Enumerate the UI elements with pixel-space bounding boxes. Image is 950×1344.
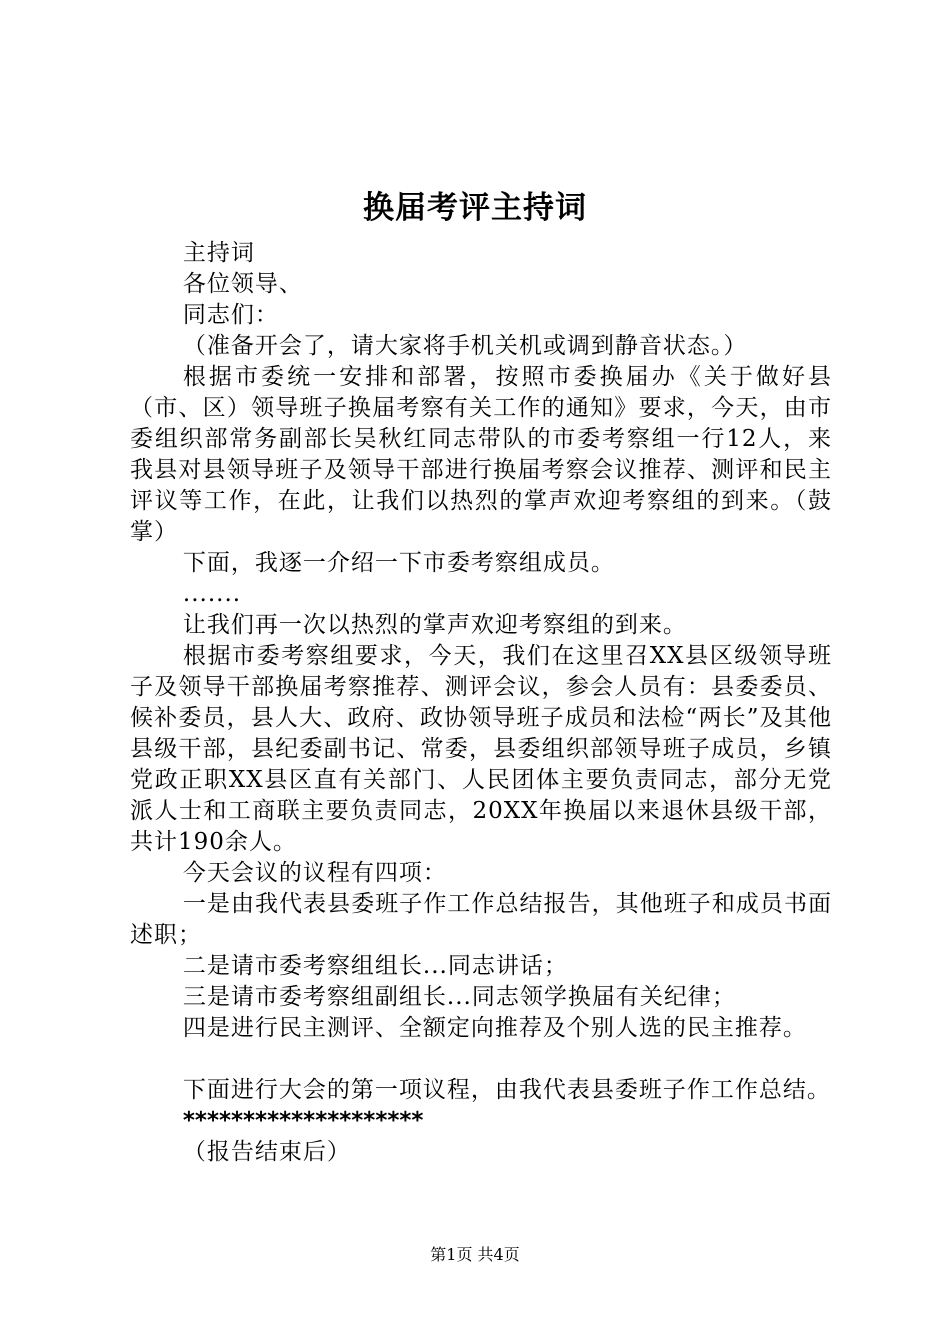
paragraph-agenda-item-1: 一是由我代表县委班子作工作总结报告，其他班子和成员书面述职； — [130, 891, 832, 948]
document-body — [130, 238, 832, 1168]
paragraph-first-agenda: 下面进行大会的第一项议程，由我代表县委班子作工作总结。 — [182, 1077, 831, 1103]
paragraph-heading-label: 主持词 — [182, 240, 255, 266]
document-title: 换届考评主持词 — [363, 190, 587, 226]
separator-stars: ******************** — [182, 1108, 424, 1134]
paragraph-welcome: 根据市委统一安排和部署，按照市委换届办《关于做好县（市、区）领导班子换届考察有关工作的通知》要求，今天，由市委组织部常务副部长吴秋红同志带队的市委考察组一行12人，来我县对县领导班子及领导干部进行换届考察会议推荐、测评和民主评议等工作，在此，让我们以热烈的掌声欢迎考察组的到来。（鼓掌） — [130, 364, 832, 545]
paragraph-welcome-again: 让我们再一次以热烈的掌声欢迎考察组的到来。 — [182, 612, 687, 638]
paragraph-introduce-members: 下面，我逐一介绍一下市委考察组成员。 — [182, 550, 615, 576]
paragraph-attendees: 根据市委考察组要求，今天，我们在这里召XX县区级领导班子及领导干部换届考察推荐、测评会议，参会人员有：县委委员、候补委员，县人大、政府、政协领导班子成员和法检“两长”及其他县级干部，县纪委副书记、常委，县委组织部领导班子成员，乡镇党政正职XX县区直有关部门、人民团体主要负责同志，部分无党派人士和工商联主要负责同志，20XX年换届以来退休县级干部，共计190余人。 — [130, 643, 832, 855]
paragraph-salutation-leaders: 各位领导、 — [182, 271, 303, 297]
paragraph-after-report: （报告结束后） — [182, 1139, 351, 1165]
paragraph-agenda-item-2: 二是请市委考察组组长...同志讲话； — [182, 953, 568, 979]
paragraph-agenda-item-4: 四是进行民主测评、全额定向推荐及个别人选的民主推荐。 — [182, 1015, 807, 1041]
paragraph-ellipsis: ....... — [182, 581, 242, 607]
blank-line — [130, 1044, 832, 1075]
paragraph-agenda-item-3: 三是请市委考察组副组长...同志领学换届有关纪律； — [182, 984, 736, 1010]
page-number-footer: 第1页 共4页 — [430, 1245, 520, 1264]
paragraph-phone-notice: （准备开会了，请大家将手机关机或调到静音状态。） — [182, 333, 748, 359]
paragraph-agenda-intro: 今天会议的议程有四项： — [182, 860, 447, 886]
paragraph-salutation-comrades: 同志们： — [182, 302, 279, 328]
